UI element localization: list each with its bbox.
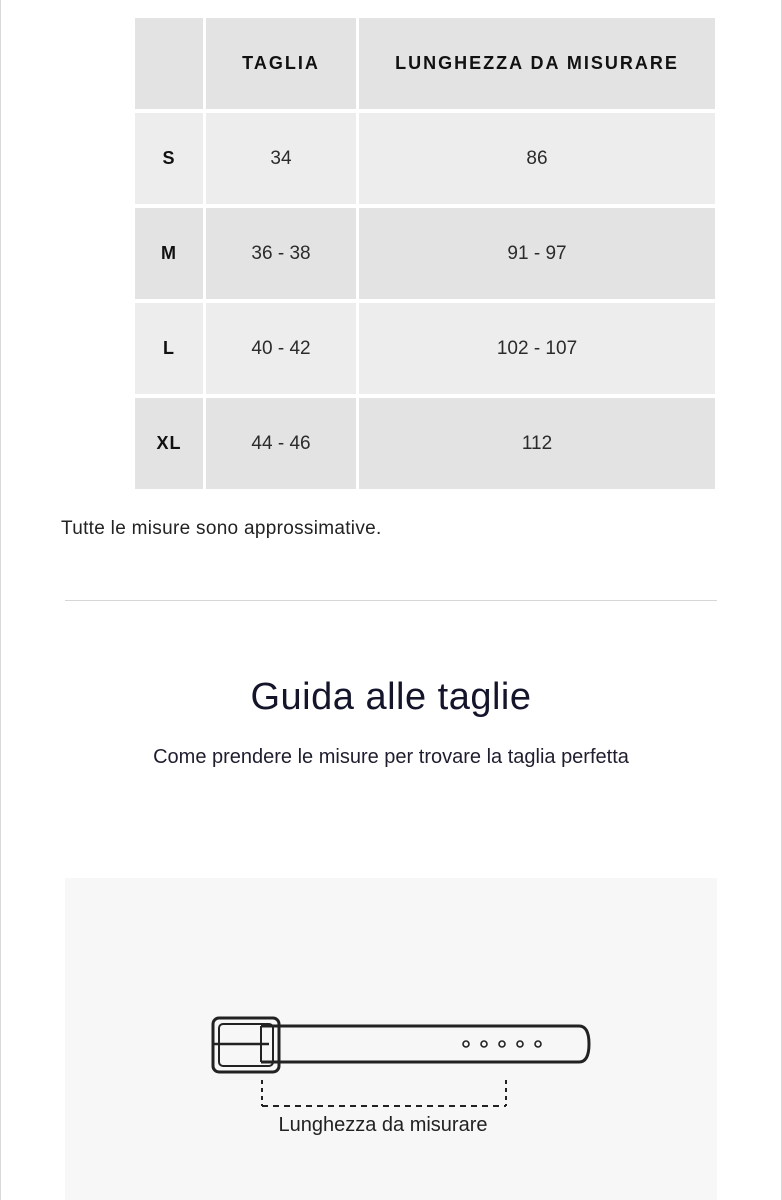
- table-cell-size: 36 - 38: [206, 208, 356, 299]
- table-cell-length: 91 - 97: [359, 208, 715, 299]
- table-row-label: XL: [135, 398, 203, 489]
- size-table: [135, 18, 715, 489]
- frame-border-left: [0, 0, 1, 1200]
- guide-subtitle: Come prendere le misure per trovare la taglia perfetta: [153, 746, 629, 768]
- measure-length-label: Lunghezza da misurare: [278, 1114, 488, 1136]
- table-cell-length: 102 - 107: [359, 303, 715, 394]
- table-row-label: S: [135, 113, 203, 204]
- table-cell-length: 112: [359, 398, 715, 489]
- table-header-size: TAGLIA: [206, 18, 356, 109]
- table-header-corner: [135, 18, 203, 109]
- table-cell-length: 86: [359, 113, 715, 204]
- guide-title: Guida alle taglie: [250, 676, 532, 718]
- table-cell-size: 34: [206, 113, 356, 204]
- approximate-note: Tutte le misure sono approssimative.: [61, 518, 382, 539]
- table-row-label: L: [135, 303, 203, 394]
- table-cell-size: 44 - 46: [206, 398, 356, 489]
- belt-illustration-panel: [65, 878, 717, 1200]
- belt-icon: [65, 878, 717, 1200]
- table-header-length: LUNGHEZZA DA MISURARE: [359, 18, 715, 109]
- section-divider: [65, 600, 717, 601]
- table-cell-size: 40 - 42: [206, 303, 356, 394]
- table-row-label: M: [135, 208, 203, 299]
